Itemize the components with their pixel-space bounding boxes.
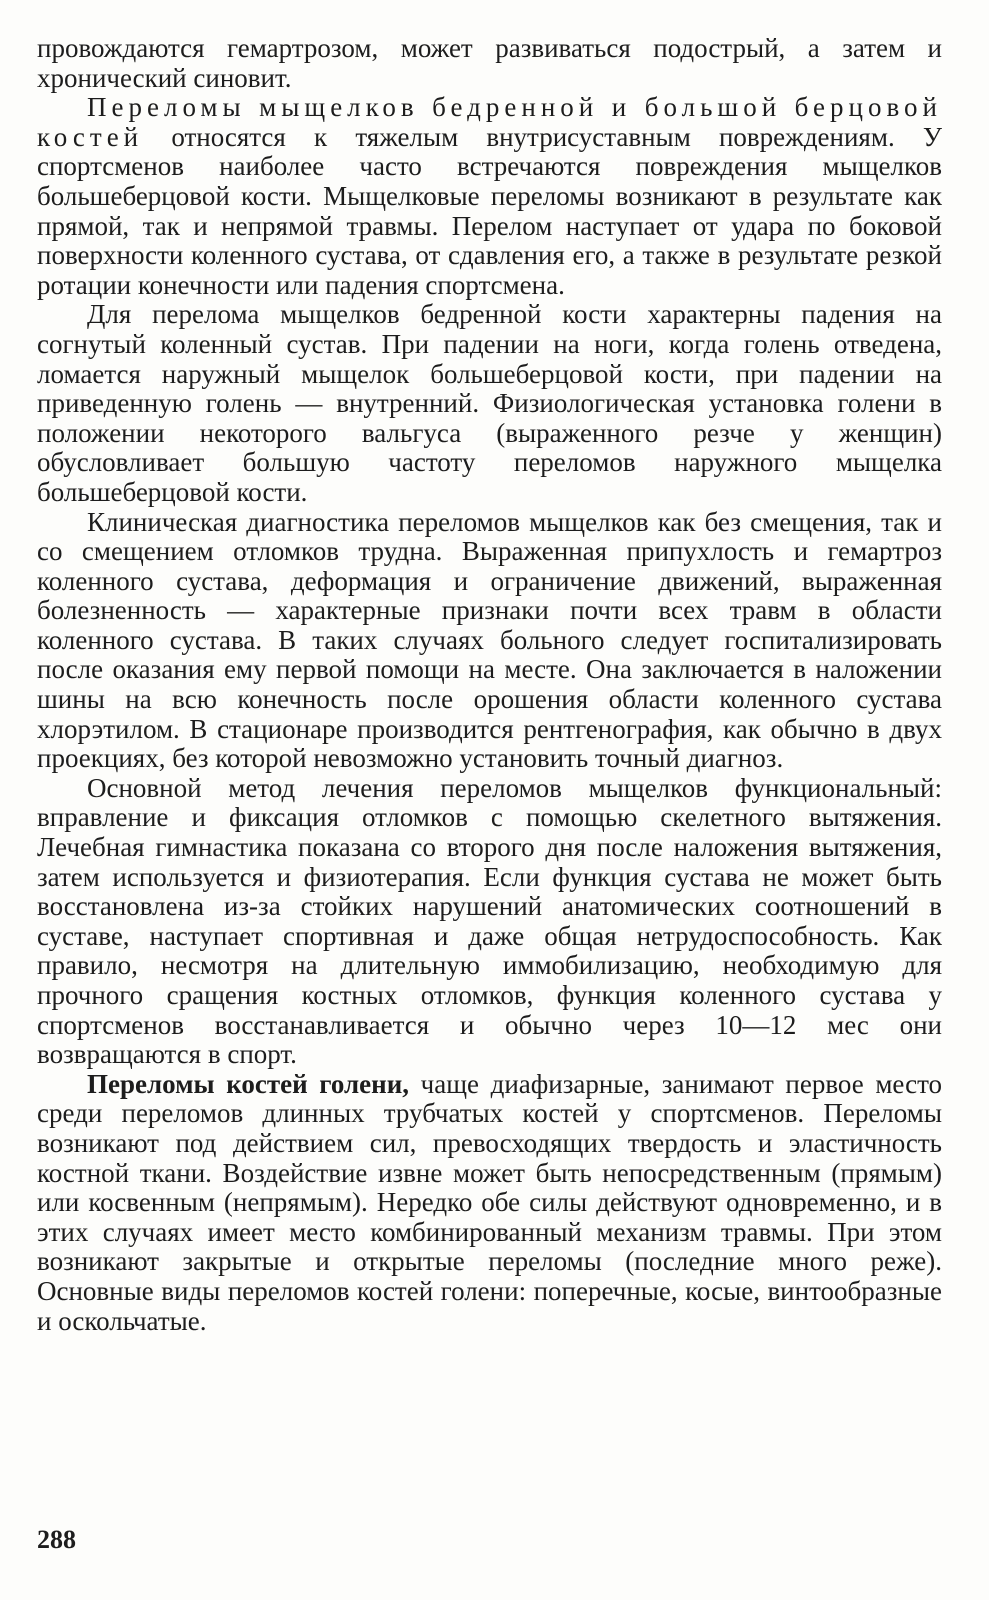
- paragraph-treatment: [37, 774, 942, 1070]
- paragraph-text: Основной метод лечения переломов мыщелков функциональный: вправление и фиксация отломков с помощью скелетного вытяжения. Лечебная гимнастика показана со второго дня после наложения вытяжения, затем используется и физиотерапия. Если функция сустава не может быть восстановлена из-за стойких нарушений анатомических соотношений в суставе, наступает спортивная и даже общая нетрудоспособность. Как правило, несмотря на длительную иммобилизацию, необходимую для прочного сращения костных отломков, функция коленного сустава у спортсменов восстанавливается и обычно через 10—12 мес они возвращаются в спорт.: [37, 772, 942, 1070]
- spaced-term: Переломы мыщелков бедренной и большой берцовой костей: [37, 92, 942, 152]
- paragraph-continuation: [37, 34, 942, 93]
- paragraph-clinical-diagnosis: [37, 508, 942, 774]
- paragraph-femoral-condyles: [37, 300, 942, 507]
- paragraph-text: провождаются гемартрозом, может развиваться подострый, а затем и хронический синовит.: [37, 33, 942, 93]
- paragraph-text: относятся к тяжелым внутрисуставным повреждениям. У спортсменов наиболее часто встречаются повреждения мыщелков большеберцовой кости. Мыщелковые переломы возникают в результате как прямой, так и непрямой травмы. Перелом наступает от удара по боковой поверхности коленного сустава, от сдавления его, а также в результате резкой ротации конечности или падения спортсмена.: [37, 121, 942, 300]
- paragraph-shin-fractures: [37, 1070, 942, 1336]
- paragraph-text: чаще диафизарные, занимают первое место среди переломов длинных трубчатых костей у спортсменов. Переломы возникают под действием сил, превосходящих твердость и эластичность костной ткани. Воздействие извне может быть непосредственным (прямым) или косвенным (непрямым). Нередко обе силы действуют одновременно, и в этих случаях имеет место комбинированный механизм травмы. При этом возникают закрытые и открытые переломы (последние много реже). Основные виды переломов костей голени: поперечные, косые, винтообразные и оскольчатые.: [37, 1068, 943, 1336]
- paragraph-text: Для перелома мыщелков бедренной кости характерны падения на согнутый коленный сустав. При падении на ноги, когда голень отведена, ломается наружный мыщелок большеберцовой кости, при падении на приведенную голень — внутренний. Физиологическая установка голени в положении некоторого вальгуса (выраженного резче у женщин) обусловливает большую частоту переломов наружного мыщелка большеберцовой кости.: [37, 299, 942, 507]
- body-text: [37, 34, 942, 1336]
- paragraph-condyle-fractures: [37, 93, 942, 300]
- bold-term: Переломы костей голени,: [87, 1068, 410, 1099]
- page-number: 288: [37, 1525, 76, 1554]
- paragraph-text: Клиническая диагностика переломов мыщелков как без смещения, так и со смещением отломков трудна. Выраженная припухлость и гемартроз коленного сустава, деформация и ограничение движений, выраженная болезненность — характерные признаки почти всех травм в области коленного сустава. В таких случаях больного следует госпитализировать после оказания ему первой помощи на месте. Она заключается в наложении шины на всю конечность после орошения области коленного сустава хлорэтилом. В стационаре производится рентгенография, как обычно в двух проекциях, без которой невозможно установить точный диагноз.: [37, 506, 942, 774]
